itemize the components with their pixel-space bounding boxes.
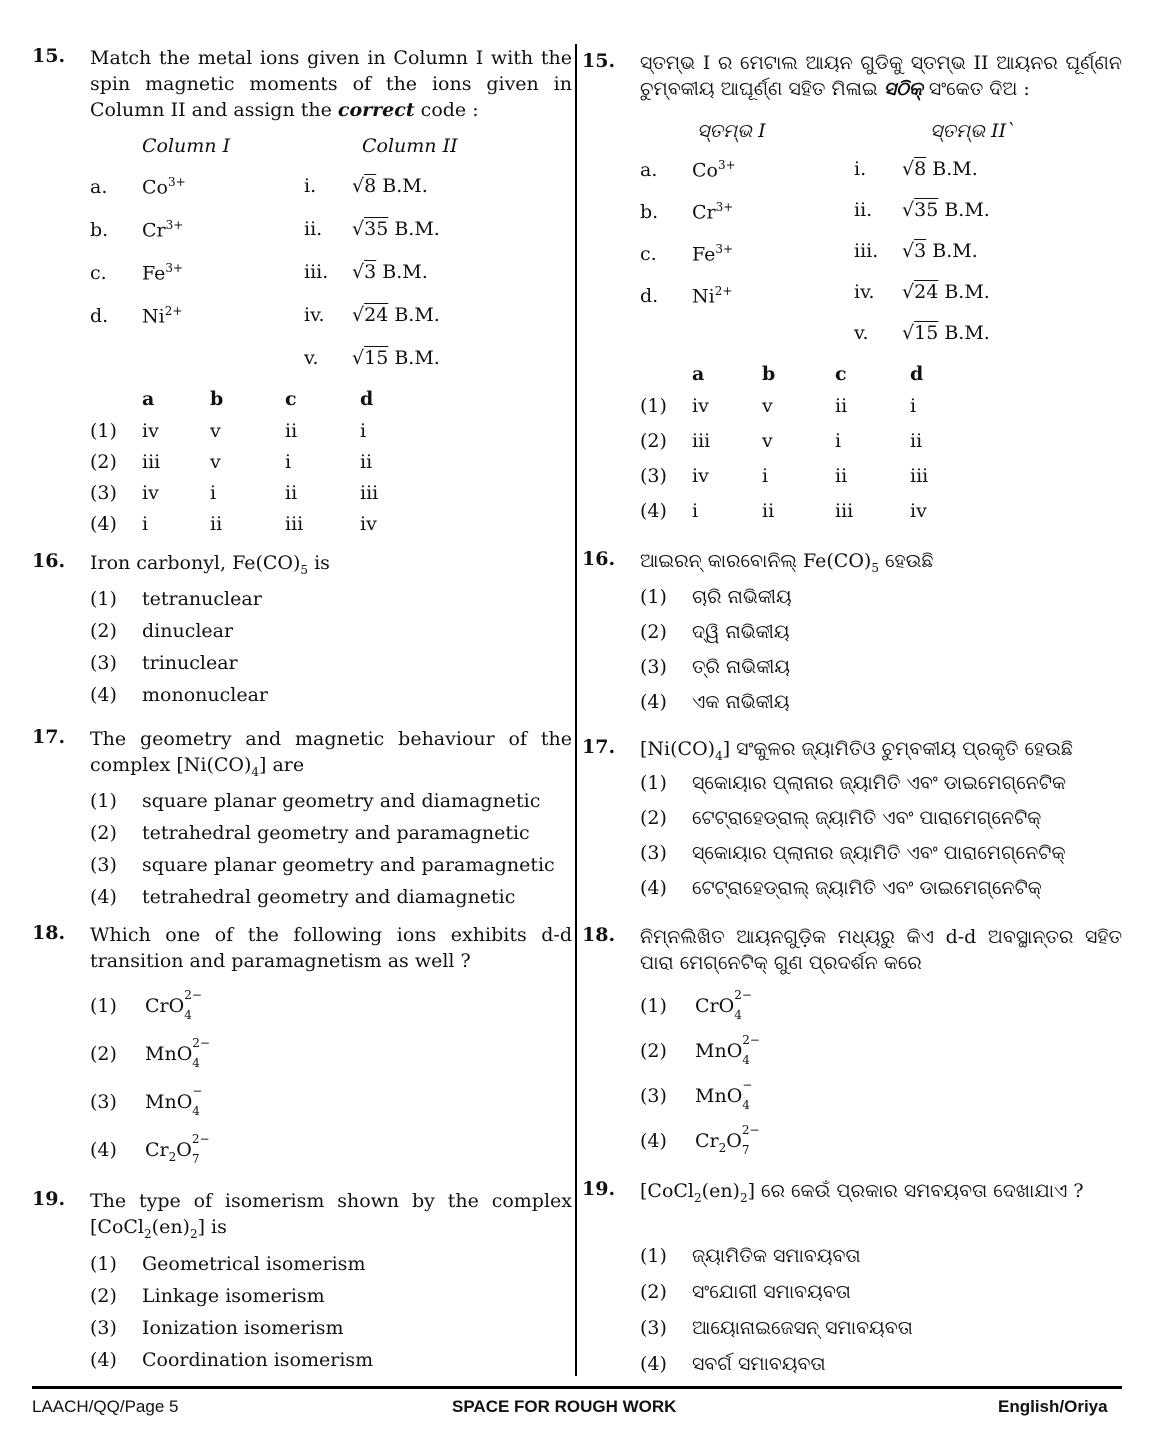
option-number: (1) [90,995,117,1017]
table-cell: v [210,420,221,442]
formula-charge: 2− [192,1036,210,1050]
formula-subscript: 4 [192,1056,200,1070]
option-number: (1) [90,1253,117,1275]
column-i-item [640,242,733,265]
sqrt-symbol: √ [902,158,915,180]
sqrt-symbol: √ [352,261,365,283]
option-text: tetrahedral geometry and diamagnetic [142,886,516,908]
item-label: b. [640,201,659,224]
formula-charge: 2− [742,1033,760,1047]
charge-stack [192,1036,214,1070]
sqrt-value: 3 [364,261,377,283]
option-number: (3) [90,652,117,674]
formula-base: O [176,1139,192,1161]
table-cell: iv [142,482,159,504]
sqrt-symbol: √ [352,175,365,197]
item-label: a. [90,176,108,199]
formula-charge: 2− [741,1123,760,1137]
table-cell: ii [835,465,848,487]
question-text: The type of isomerism shown by the complex $[CoCl_2(en)_2]$ is [90,1190,572,1241]
question-text: ଆଇରନ୍ କାରବୋନିଲ୍ $Fe(CO)_5$ ହେଉଛି [640,550,934,575]
option-number: (2) [640,807,667,829]
table-cell: ii [285,482,298,504]
sqrt-symbol: √ [352,347,365,369]
table-cell: i [285,451,292,473]
question-17 [32,726,572,785]
option-number: (4) [640,691,667,713]
sqrt-value: 24 [914,281,939,303]
formula [145,1036,214,1070]
table-cell: ii [210,513,223,535]
question-text: ନିମ୍ନଲିଖିତ ଆୟନଗୁଡ଼ିକ ମଧ୍ୟରୁ କିଏ d-d ଅବସ୍ଥାନ୍ତର ସହିତ ପାରା ମେଗ୍ନେଟିକ୍ ଗୁଣ ପ୍ରଦର୍ଶନ କରେ [640,926,1122,974]
formula-subscript: 7 [741,1143,750,1157]
table-cell: iv [692,465,709,487]
option-number: (1) [90,588,117,610]
question-18-oriya [582,924,1122,976]
formula-base: MnO [145,1043,193,1065]
sqrt-value: 8 [364,175,377,197]
option-number: (4) [90,1139,117,1161]
item-label: iii. [304,261,329,283]
sqrt-value: 15 [914,322,939,344]
option-text: ସ୍କୋୟାର ପ୍ଲାନାର ଜ୍ୟାମିତି ଏବଂ ପାରାମେଗ୍ନେଟିକ୍ [692,842,1066,864]
question-number: 18. [32,922,66,944]
column-i-item [90,175,186,198]
option-number: (1) [640,586,667,608]
option-number: (3) [640,1085,667,1107]
option-number: (2) [640,621,667,643]
sqrt-symbol: √ [352,218,365,240]
column-i-item [90,304,182,327]
table-cell: iii [835,500,854,522]
option-text: ସଂଯୋଗୀ ସମାବୟବତା [692,1281,851,1303]
option-text: trinuclear [142,652,238,674]
unit: B.M. [388,218,440,240]
option-text: Linkage isomerism [142,1285,325,1307]
ion-symbol: Ni [142,305,165,328]
formula-charge: − [742,1078,753,1092]
option-text: square planar geometry and diamagnetic [142,790,541,812]
question-text: $[Ni(CO)_4]$ ସଂକୁଳର ଜ୍ୟାମିତିଓ ଚୁମ୍ବକୀୟ ପ୍ରକୃତି ହେଉଛି [640,738,1073,763]
table-cell: ii [835,395,848,417]
question-number: 16. [32,550,66,572]
formula-charge: − [192,1084,203,1098]
table-row-number: (3) [90,482,117,504]
question-number: 16. [582,548,616,570]
language-label: English/Oriya [998,1397,1108,1416]
table-cell: i [142,513,149,535]
option-number: (3) [90,1091,117,1113]
unit: B.M. [926,240,978,262]
question-17-oriya [582,736,1122,769]
option-text: square planar geometry and paramagnetic [142,854,555,876]
option-text: ତ୍ରି ନାଭିକୀୟ [692,656,791,678]
ion-charge: 3+ [717,158,736,172]
formula-base: O [726,1130,742,1152]
table-cell: ii [762,500,775,522]
column-ii-item [304,304,440,326]
table-row-number: (2) [640,430,667,452]
option-text: tetrahedral geometry and paramagnetic [142,822,530,844]
column-divider [575,44,577,1376]
table-cell: iii [285,513,304,535]
table-cell: v [210,451,221,473]
ion-symbol: Fe [692,243,716,266]
sqrt-value: 8 [914,158,927,180]
sqrt-symbol: √ [902,240,915,262]
item-label: v. [304,347,319,369]
column-i-item [640,158,736,181]
page-id: LAACH/QQ/Page 5 [32,1397,179,1416]
question-number: 19. [582,1178,616,1200]
table-cell: ii [910,430,923,452]
option-number: (1) [640,995,667,1017]
unit: B.M. [938,281,990,303]
option-number: (4) [640,1353,667,1375]
option-text: Geometrical isomerism [142,1253,366,1275]
ion-symbol: Fe [142,262,166,285]
option-text: ଟେଟ୍ରାହେଡ୍ରାଲ୍ ଜ୍ୟାମିତି ଏବଂ ଡାଇମେଗ୍ନେଟିକ୍ [692,877,1042,899]
question-text: Which one of the following ions exhibits d-d transition and paramagnetism as well ? [90,924,572,972]
charge-stack [192,1084,214,1118]
table-row-number: (1) [90,420,117,442]
table-cell: i [360,420,367,442]
formula-charge: 2− [191,1132,210,1146]
sqrt-symbol: √ [902,322,915,344]
option-number: (2) [90,1285,117,1307]
item-label: iii. [854,240,879,262]
sqrt-symbol: √ [352,304,365,326]
table-cell: iv [142,420,159,442]
ion-charge: 3+ [715,242,734,256]
question-text: Match the metal ions given in Column I with the spin magnetic moments of the ions given in Column II and assign the correct code : [90,47,572,121]
option-number: (1) [90,790,117,812]
column-ii-item [854,322,990,344]
question-number: 19. [32,1188,66,1210]
column-ii-header: Column II [362,135,458,157]
item-label: c. [640,243,657,266]
unit: B.M. [938,322,990,344]
option-text: Coordination isomerism [142,1349,374,1371]
question-19 [32,1188,572,1247]
formula [695,988,756,1022]
ion-symbol: Cr [142,219,166,242]
formula [695,1123,764,1157]
question-number: 17. [582,736,616,758]
sqrt-symbol: √ [902,199,915,221]
question-19-oriya [582,1178,1122,1211]
table-row-number: (1) [640,395,667,417]
table-cell: v [762,395,773,417]
ion-charge: 2+ [714,284,733,298]
formula [695,1078,764,1112]
option-text: ଜ୍ୟାମିତିକ ସମାବୟବତା [692,1245,861,1267]
question-text: $[CoCl_2(en)_2]$ ରେ କେଉଁ ପ୍ରକାର ସମବୟବତା ଦେଖାଯାଏ ? [640,1180,1084,1205]
item-label: iv. [304,304,325,326]
formula-base: Cr [695,1130,719,1152]
item-label: b. [90,219,109,242]
option-number: (3) [90,854,117,876]
option-number: (1) [640,1245,667,1267]
formula-base: CrO [145,995,185,1017]
item-label: d. [640,285,659,308]
sqrt-value: 15 [364,347,389,369]
ion-charge: 3+ [715,200,734,214]
table-row-number: (3) [640,465,667,487]
table-cell: i [910,395,917,417]
rough-work-label: SPACE FOR ROUGH WORK [452,1397,677,1416]
sqrt-value: 35 [914,199,939,221]
column-ii-item [304,347,440,369]
ion-symbol: Cr [692,201,716,224]
formula [145,988,206,1022]
column-i-item [90,218,183,241]
item-label: i. [854,158,867,180]
column-ii-item [304,218,440,240]
option-number: (3) [640,842,667,864]
table-cell: iii [142,451,161,473]
option-number: (4) [640,877,667,899]
option-number: (2) [90,822,117,844]
question-number: 17. [32,726,66,748]
option-text: ଏକ ନାଭିକୀୟ [692,691,790,713]
column-ii-item [854,199,990,221]
ion-charge: 2+ [164,304,183,318]
option-number: (4) [640,1130,667,1152]
sqrt-value: 24 [364,304,389,326]
question-text: ସ୍ତମ୍ଭ I ର ମେଟାଲ ଆୟନ ଗୁଡିକୁ ସ୍ତମ୍ଭ II ଆୟନର ଘୂର୍ଣ୍ଣନ ଚୁମ୍ବକୀୟ ଆଘୂର୍ଣ୍ଣ ସହିତ ମିଳାଇ ସଠିକ୍ ସଂକେତ ଦିଅ : [640,52,1122,100]
table-header: b [762,363,776,385]
formula-subscript: 7 [191,1152,200,1166]
table-cell: ii [360,451,373,473]
item-label: c. [90,262,107,285]
charge-stack [184,988,206,1022]
question-16-oriya [582,548,1122,581]
column-ii-item [304,175,428,197]
ion-symbol: Ni [692,285,715,308]
item-label: a. [640,159,658,182]
column-i-item [640,200,733,223]
option-text: dinuclear [142,620,234,642]
formula-base: CrO [695,995,735,1017]
option-number: (4) [90,886,117,908]
table-cell: iii [360,482,379,504]
formula-charge: 2− [184,988,202,1002]
formula-base: MnO [145,1091,193,1113]
table-cell: i [762,465,769,487]
table-cell: iv [692,395,709,417]
table-header: a [692,363,705,385]
unit: B.M. [938,199,990,221]
table-header: a [142,388,155,410]
formula-subscript: 4 [742,1098,750,1112]
table-cell: iv [910,500,927,522]
formula [695,1033,764,1067]
table-row-number: (4) [640,500,667,522]
column-ii-header: ସ୍ତମ୍ଭ II` [930,120,1016,142]
item-label: ii. [304,218,323,240]
charge-stack [742,1078,764,1112]
formula-subscript: 4 [734,1008,742,1022]
option-text: tetranuclear [142,588,262,610]
question-number: 18. [582,924,616,946]
option-number: (2) [640,1281,667,1303]
column-ii-item [854,281,990,303]
table-cell: ii [285,420,298,442]
table-header: c [285,388,297,410]
option-text: ଟେଟ୍ରାହେଡ୍ରାଲ୍ ଜ୍ୟାମିତି ଏବଂ ପାରାମେଗ୍ନେଟିକ୍ [692,807,1042,829]
option-number: (2) [640,1040,667,1062]
ion-charge: 3+ [167,175,186,189]
item-label: d. [90,305,109,328]
formula-base: MnO [695,1085,743,1107]
table-row-number: (2) [90,451,117,473]
question-number: 15. [582,50,616,72]
formula-subscript: 4 [192,1104,200,1118]
formula [145,1132,214,1166]
charge-stack [742,1033,764,1067]
table-header: c [835,363,847,385]
formula-subscript: 2 [168,1149,177,1164]
column-ii-item [854,158,978,180]
ion-symbol: Co [142,176,168,199]
ion-charge: 3+ [165,261,184,275]
option-number: (3) [640,656,667,678]
table-cell: v [762,430,773,452]
table-cell: iii [910,465,929,487]
table-cell: i [210,482,217,504]
option-text: ସ୍କୋୟାର ପ୍ଲାନାର ଜ୍ୟାମିତି ଏବଂ ଡାଇମେଗ୍ନେଟିକ [692,772,1067,794]
item-label: ii. [854,199,873,221]
column-i-header: ସ୍ତମ୍ଭ I [697,120,766,142]
question-16 [32,550,572,583]
formula-subscript: 4 [742,1053,750,1067]
question-15-oriya [582,50,1122,102]
unit: B.M. [388,347,440,369]
option-text: ଦ୍ୱି ନାଭିକୀୟ [692,621,790,643]
option-number: (3) [90,1317,117,1339]
unit: B.M. [926,158,978,180]
item-label: i. [304,175,317,197]
charge-stack [191,1132,214,1166]
sqrt-value: 35 [364,218,389,240]
column-i-header: Column I [142,135,231,157]
unit: B.M. [376,175,428,197]
option-text: ଆୟୋନାଇଜେସନ୍ ସମାବୟବତା [692,1317,913,1339]
option-text: ଚାରି ନାଭିକୀୟ [692,586,792,608]
sqrt-value: 3 [914,240,927,262]
option-text: Ionization isomerism [142,1317,344,1339]
option-text: ସବର୍ଗ ସମାବୟବତା [692,1353,826,1375]
table-cell: iv [360,513,377,535]
unit: B.M. [376,261,428,283]
question-text: Iron carbonyl, $Fe(CO)_5$ is [90,552,330,577]
column-i-item [90,261,183,284]
column-i-item [640,284,732,307]
formula-subscript: 4 [184,1008,192,1022]
table-header: b [210,388,224,410]
table-cell: iii [692,430,711,452]
table-header: d [360,388,374,410]
formula-charge: 2− [734,988,752,1002]
sqrt-symbol: √ [902,281,915,303]
question-18 [32,922,572,974]
column-ii-item [304,261,428,283]
option-number: (2) [90,1043,117,1065]
footer-rule [32,1386,1122,1389]
formula-base: Cr [145,1139,169,1161]
table-row-number: (4) [90,513,117,535]
formula [145,1084,214,1118]
charge-stack [734,988,756,1022]
option-text: mononuclear [142,684,268,706]
formula-base: MnO [695,1040,743,1062]
table-cell: i [835,430,842,452]
table-cell: i [692,500,699,522]
unit: B.M. [388,304,440,326]
option-number: (2) [90,620,117,642]
question-number: 15. [32,45,66,67]
item-label: iv. [854,281,875,303]
ion-symbol: Co [692,159,718,182]
question-text: The geometry and magnetic behaviour of the complex $[Ni(CO)_4]$ are [90,728,572,779]
option-number: (3) [640,1317,667,1339]
table-header: d [910,363,924,385]
option-number: (4) [90,684,117,706]
formula-subscript: 2 [718,1140,727,1155]
column-ii-item [854,240,978,262]
ion-charge: 3+ [165,218,184,232]
option-number: (1) [640,772,667,794]
charge-stack [741,1123,764,1157]
question-15 [32,45,572,123]
item-label: v. [854,322,869,344]
option-number: (4) [90,1349,117,1371]
